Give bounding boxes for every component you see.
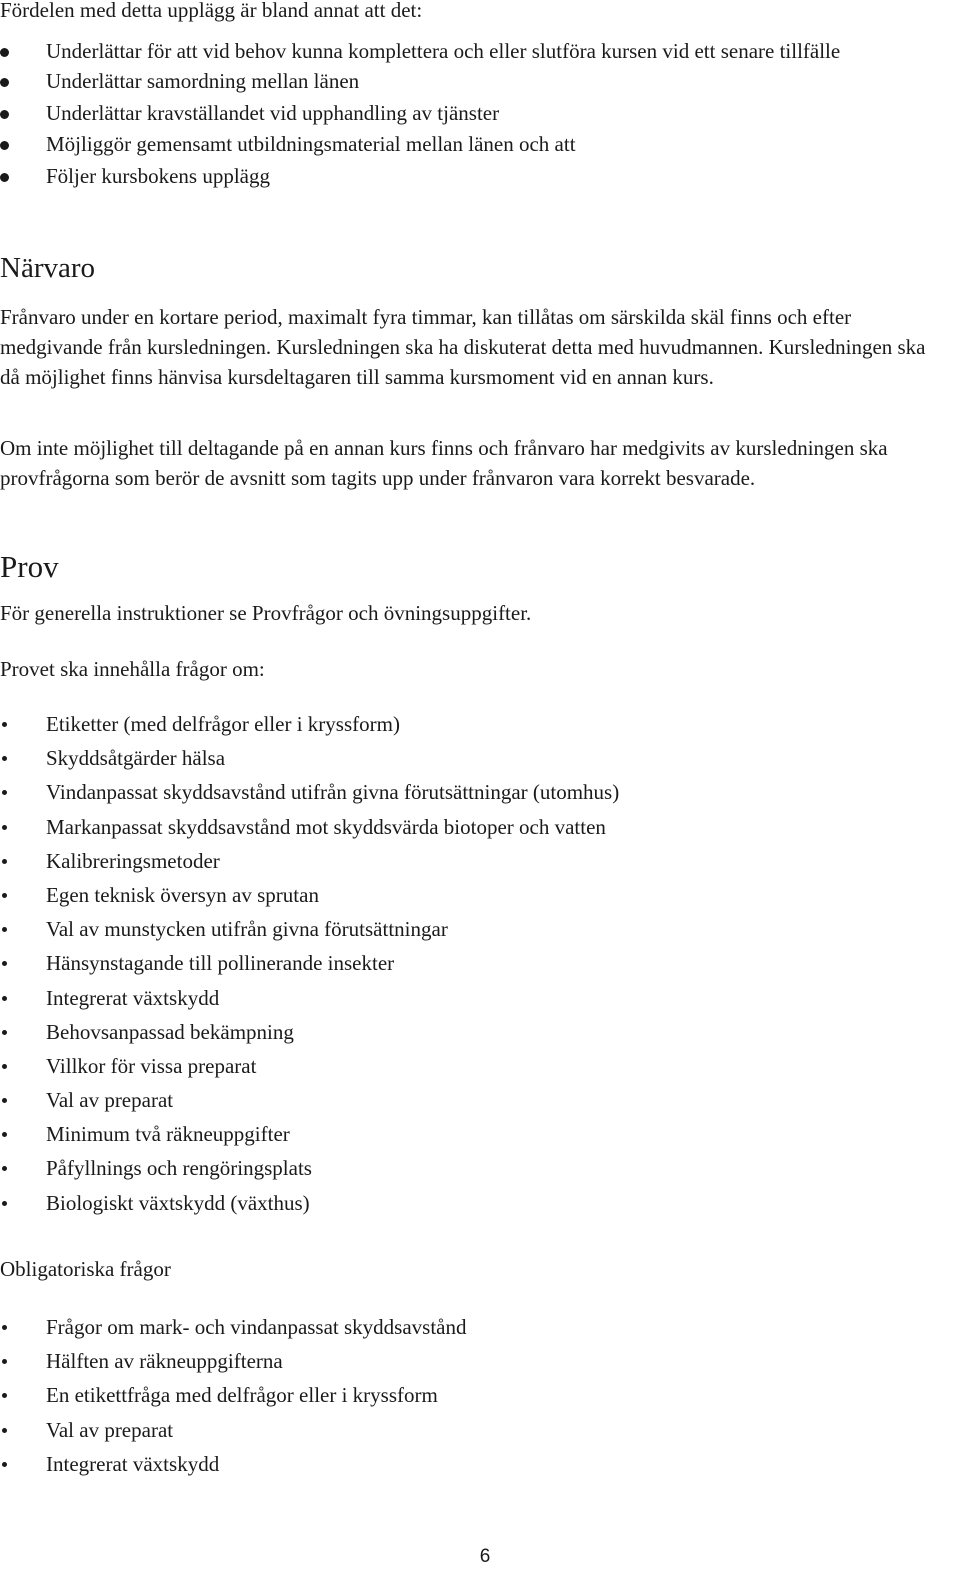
mandatory-heading: Obligatoriska frågor (0, 1257, 171, 1281)
intro-text: Fördelen med detta upplägg är bland annat att det: (0, 0, 423, 22)
bullet-icon (0, 173, 9, 182)
mandatory-list (0, 1310, 950, 1481)
list-item-text: Hälften av räkneuppgifterna (46, 1349, 283, 1374)
bullet-icon (2, 1201, 7, 1206)
page-number: 6 (479, 1546, 491, 1567)
bullet-icon (0, 48, 9, 57)
list-item-text: Egen teknisk översyn av sprutan (46, 882, 319, 907)
list-item (0, 912, 950, 946)
list-item (0, 98, 950, 130)
list-item-text: Villkor för vissa preparat (46, 1053, 257, 1078)
list-item-text: Val av preparat (46, 1417, 174, 1442)
section-heading-exam: Prov (0, 549, 59, 584)
list-item-text: Frågor om mark- och vindanpassat skyddsavstånd (46, 1315, 467, 1339)
bullet-icon (0, 110, 9, 119)
advantages-list (0, 36, 950, 192)
list-item-text: Minimum två räkneuppgifter (46, 1122, 290, 1147)
list-item (0, 66, 950, 98)
bullet-icon (0, 141, 9, 150)
list-item (0, 1310, 950, 1344)
list-item (0, 878, 950, 912)
bullet-icon (2, 1359, 7, 1364)
list-item-text: Etiketter (med delfrågor eller i kryssform) (46, 712, 400, 736)
bullet-icon (2, 1325, 7, 1330)
bullet-icon (2, 1030, 7, 1035)
bullet-icon (2, 1098, 7, 1103)
list-item-text: Underlättar kravställandet vid upphandling av tjänster (46, 100, 500, 125)
list-item-text: Skyddsåtgärder hälsa (46, 746, 226, 771)
list-item-text: Underlättar samordning mellan länen (46, 69, 360, 93)
bullet-icon (2, 996, 7, 1001)
list-item-text: Möjliggör gemensamt utbildningsmaterial mellan länen och att (46, 132, 576, 156)
bullet-icon (2, 927, 7, 932)
list-item-text: Markanpassat skyddsavstånd mot skyddsvärda biotoper och vatten (46, 814, 606, 839)
bullet-icon (2, 961, 7, 966)
list-item-text: Val av munstycken utifrån givna förutsättningar (46, 917, 448, 942)
list-item (0, 1015, 950, 1049)
list-item (0, 1378, 950, 1412)
attendance-paragraph-1: Frånvaro under en kortare period, maximalt fyra timmar, kan tillåtas om särskilda skäl finns och efter medgivande från kursledningen. Kursledningen ska ha diskuterat detta med huvudmannen. Kursledningen ska då möjlighet finns hänvisa kursdeltagaren till samma kursmoment vid en annan kurs. (0, 305, 926, 389)
list-item-text: Påfyllnings och rengöringsplats (46, 1156, 312, 1181)
bullet-icon (2, 1064, 7, 1069)
list-item-text: Integrerat växtskydd (46, 985, 220, 1010)
list-item-text: Integrerat växtskydd (46, 1451, 220, 1476)
list-item (0, 1151, 950, 1185)
list-item-text: Biologiskt växtskydd (växthus) (46, 1190, 310, 1215)
bullet-icon (0, 78, 9, 87)
bullet-icon (2, 1166, 7, 1171)
list-item-text: En etikettfråga med delfrågor eller i kryssform (46, 1383, 438, 1408)
bullet-icon (2, 722, 7, 727)
list-item-text: Följer kursbokens upplägg (46, 163, 270, 188)
exam-topics-list (0, 707, 950, 1220)
bullet-icon (2, 859, 7, 864)
attendance-paragraph-2: Om inte möjlighet till deltagande på en annan kurs finns och frånvaro har medgivits av kursledningen ska provfrågorna som berör de avsnitt som tagits upp under frånvaron vara korrekt besvarade. (0, 436, 888, 490)
list-item (0, 844, 950, 878)
bullet-icon (2, 1462, 7, 1467)
list-item (0, 1344, 950, 1378)
list-item-text: Vindanpassat skyddsavstånd utifrån givna förutsättningar (utomhus) (46, 780, 620, 805)
list-item-text: Hänsynstagande till pollinerande insekter (46, 951, 395, 976)
exam-topics-intro: Provet ska innehålla frågor om: (0, 657, 265, 681)
list-item (0, 741, 950, 775)
bullet-icon (2, 1132, 7, 1137)
bullet-icon (2, 756, 7, 761)
list-item (0, 36, 950, 66)
list-item (0, 981, 950, 1015)
list-item-text: Val av preparat (46, 1088, 174, 1113)
bullet-icon (2, 1393, 7, 1398)
list-item (0, 1413, 950, 1447)
list-item (0, 1117, 950, 1151)
list-item (0, 1447, 950, 1481)
list-item-text: Kalibreringsmetoder (46, 848, 220, 873)
list-item (0, 775, 950, 809)
exam-instructions: För generella instruktioner se Provfrågor och övningsuppgifter. (0, 601, 532, 625)
bullet-icon (2, 825, 7, 830)
list-item (0, 810, 950, 844)
list-item (0, 1186, 950, 1220)
section-heading-attendance: Närvaro (0, 252, 96, 284)
list-item (0, 129, 950, 161)
list-item (0, 1083, 950, 1117)
list-item (0, 1049, 950, 1083)
bullet-icon (2, 1428, 7, 1433)
list-item-text: Underlättar för att vid behov kunna komplettera och eller slutföra kursen vid ett senare tillfälle (46, 39, 841, 63)
list-item (0, 946, 950, 980)
list-item-text: Behovsanpassad bekämpning (46, 1019, 294, 1044)
list-item (0, 161, 950, 193)
bullet-icon (2, 790, 7, 795)
list-item (0, 707, 950, 741)
bullet-icon (2, 893, 7, 898)
